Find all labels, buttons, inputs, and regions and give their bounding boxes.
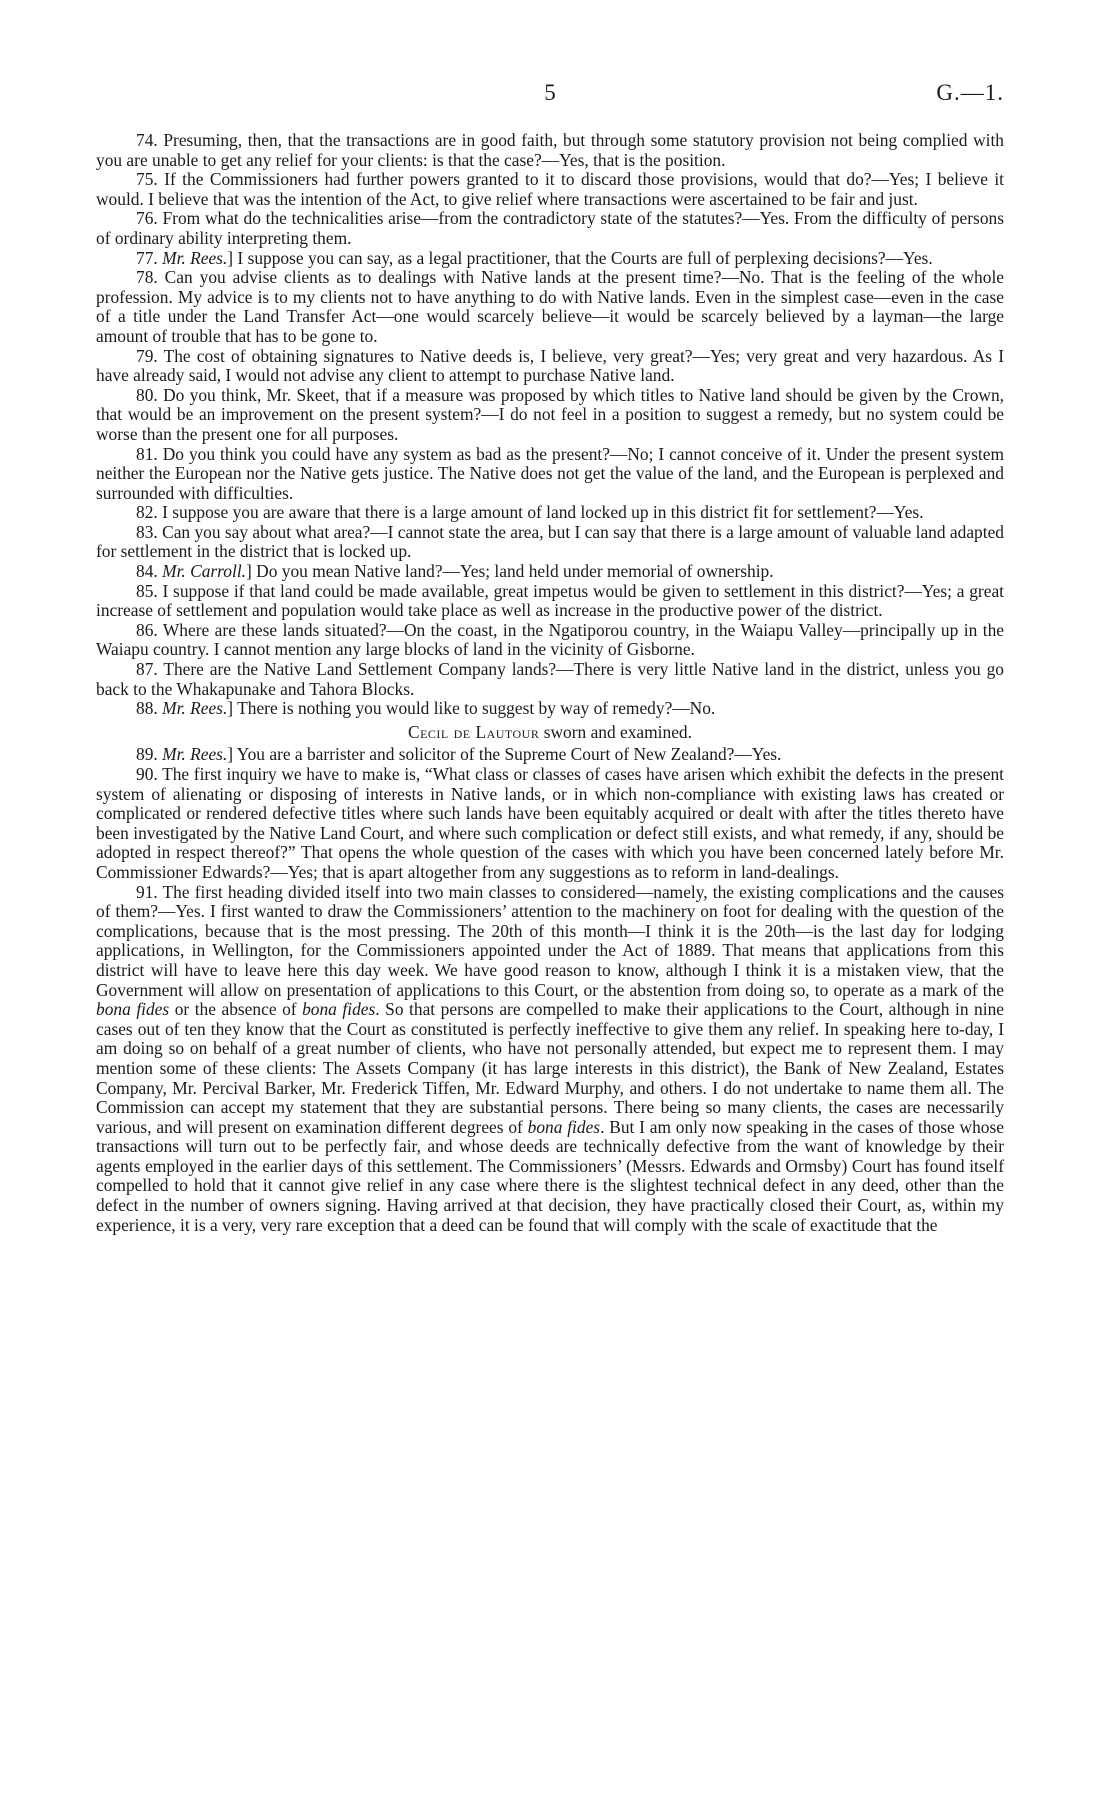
- italic-text: bona fides: [527, 1116, 601, 1137]
- text-run: or the absence of: [169, 999, 303, 1020]
- italic-text: bona fides: [96, 999, 170, 1020]
- text-run: 90. The first inquiry we have to make is, “What class or classes of cases have arisen which exhibit the defects in the present system of alienating or disposing of interests in Native lands, or in which non-compliance with existing laws has created or complicated or rendered defective titles where such lands have been equitably acquired or dealt with after the titles thereto have been investigated by the Native Land Court, and where such complication or defect still exists, and what remedy, if any, should be adopted in respect thereof?” That opens the whole question of the cases with which you have been concerned lately before Mr. Commissioner Edwards?—Yes; that is apart altogether from any suggestions as to reform in land-dealings.: [96, 764, 1004, 882]
- document-body: [96, 131, 1004, 1235]
- paragraph: [96, 745, 1004, 765]
- text-run: 77.: [136, 247, 163, 268]
- document-reference: G.—1.: [936, 80, 1004, 105]
- italic-text: Mr. Rees.: [162, 698, 228, 719]
- text-run: 88.: [136, 698, 163, 719]
- paragraph: [96, 386, 1004, 445]
- paragraph: [96, 268, 1004, 346]
- paragraph: [96, 170, 1004, 209]
- text-run: 75. If the Commissioners had further powers granted to it to discard those provisions, would that do?—Yes; I believe it would. I believe that was the intention of the Act, to give relief where transactions were ascertained to be fair and just.: [96, 169, 1004, 209]
- paragraph: [96, 523, 1004, 562]
- text-run: 83. Can you say about what area?—I cannot state the area, but I can say that there is a large amount of valuable land adapted for settlement in the district that is locked up.: [96, 521, 1004, 562]
- paragraph: [96, 562, 1004, 582]
- italic-text: Mr. Rees.: [162, 247, 228, 268]
- italic-text: Mr. Rees.: [162, 744, 228, 765]
- page-header: [96, 80, 1004, 110]
- text-run: . So that persons are compelled to make their applications to the Court, although in nine cases out of ten they know that the Court as constituted is perfectly ineffective to give them any relief. In speaking here to-day, I am doing so on behalf of a great number of clients, who have not personally attended, but expect me to represent them. I may mention some of these clients: The Assets Company (it has large interests in this district), the Bank of New Zealand, Estates Company, Mr. Percival Barker, Mr. Frederick Tiffen, Mr. Edward Murphy, and others. I do not undertake to name them all. The Commission can accept my statement that they are substantial persons. There being so many clients, the cases are necessarily various, and will present on examination different degrees of: [96, 999, 1004, 1137]
- text-run: 87. There are the Native Land Settlement Company lands?—There is very little Native land in the district, unless you go back to the Whakapunake and Tahora Blocks.: [96, 659, 1004, 699]
- paragraph: [96, 582, 1004, 621]
- text-run: 85. I suppose if that land could be made available, great impetus would be given to settlement in this district?—Yes; a great increase of settlement and population would take place as well as increase in the productive power of the district.: [96, 580, 1004, 621]
- paragraph: [96, 347, 1004, 386]
- text-run: 80. Do you think, Mr. Skeet, that if a measure was proposed by which titles to Native land should be given by the Crown, that would be an improvement on the present system?—I do not feel in a position to suggest a remedy, but no system could be worse than the present one for all purposes.: [96, 384, 1004, 444]
- text-run: 91. The first heading divided itself into two main classes to considered—namely, the existing complications and the causes of them?—Yes. I first wanted to draw the Commissioners’ attention to the machinery on foot for dealing with the question of the complications, because that is the most pressing. The 20th of this month—I think it is the 20th—is the last day for lodging applications, in Wellington, for the Commissioners appointed under the Act of 1889. That means that applications from this district will have to leave here this day week. We have good reason to know, although I think it is a mistaken view, that the Government will allow on presentation of applications to this Court, or the abstention from doing so, to operate as a mark of the: [96, 881, 1004, 1000]
- text-run: 79. The cost of obtaining signatures to Native deeds is, I believe, very great?—Yes; very great and very hazardous. As I have already said, I would not advise any client to attempt to purchase Native land.: [96, 345, 1004, 386]
- text-run: 76. From what do the technicalities arise—from the contradictory state of the statutes?—Yes. From the difficulty of persons of ordinary ability interpreting them.: [96, 208, 1004, 248]
- text-run: 82. I suppose you are aware that there is a large amount of land locked up in this district fit for settlement?—Yes.: [136, 502, 924, 523]
- text-run: ] I suppose you can say, as a legal practitioner, that the Courts are full of perplexing decisions?—Yes.: [227, 247, 933, 268]
- text-run: 81. Do you think you could have any system as bad as the present?—No; I cannot conceive of it. Under the present system neither the European nor the Native gets justice. The Native does not get the value of the land, and the European is perplexed and surrounded with difficulties.: [96, 443, 1004, 503]
- text-run: 78. Can you advise clients as to dealings with Native lands at the present time?—No. That is the feeling of the whole profession. My advice is to my clients not to have anything to do with Native lands. Even in the simplest case—even in the case of a title under the Land Transfer Act—one would scarcely believe—it would be scarcely believed by a layman—the large amount of trouble that has to be gone to.: [96, 267, 1004, 346]
- paragraph: [96, 503, 1004, 523]
- paragraph: [96, 699, 1004, 719]
- text-run: ] You are a barrister and solicitor of the Supreme Court of New Zealand?—Yes.: [227, 744, 782, 765]
- text-run: ] Do you mean Native land?—Yes; land held under memorial of ownership.: [246, 561, 774, 582]
- paragraph: [96, 209, 1004, 248]
- text-run: ] There is nothing you would like to suggest by way of remedy?—No.: [227, 698, 716, 719]
- paragraph: [96, 621, 1004, 660]
- paragraph: [96, 445, 1004, 504]
- paragraph: [96, 883, 1004, 1236]
- paragraph: [96, 765, 1004, 883]
- text-run: sworn and examined.: [539, 721, 692, 742]
- witness-name: Cecil de Lautour: [408, 721, 540, 742]
- italic-text: bona fides: [302, 999, 376, 1020]
- text-run: 89.: [136, 744, 163, 765]
- paragraph: [96, 660, 1004, 699]
- witness-heading: [96, 723, 1004, 743]
- text-run: 86. Where are these lands situated?—On the coast, in the Ngatiporou country, in the Waiapu Valley—principally up in the Waiapu country. I cannot mention any large blocks of land in the vicinity of Gisborne.: [96, 619, 1004, 660]
- text-run: 74. Presuming, then, that the transactions are in good faith, but through some statutory provision not being complied with you are unable to get any relief for your clients: is that the case?—Yes, that is the position.: [96, 130, 1004, 170]
- text-run: . But I am only now speaking in the cases of those whose transactions will turn out to be perfectly fair, and whose deeds are technically defective from the want of knowledge by their agents employed in the earlier days of this settlement. The Commissioners’ (Messrs. Edwards and Ormsby) Court has found itself compelled to hold that it cannot give relief in any case where there is the slightest technical defect in any deed, other than the defect in the number of owners signing. Having arrived at that decision, they have practically closed their Court, as, within my experience, it is a very, very rare exception that a deed can be found that will comply with the scale of exactitude that the: [96, 1116, 1004, 1235]
- page-number: 5: [544, 80, 556, 105]
- italic-text: Mr. Carroll.: [162, 561, 247, 582]
- text-run: 84.: [136, 561, 163, 582]
- paragraph: [96, 131, 1004, 170]
- paragraph: [96, 249, 1004, 269]
